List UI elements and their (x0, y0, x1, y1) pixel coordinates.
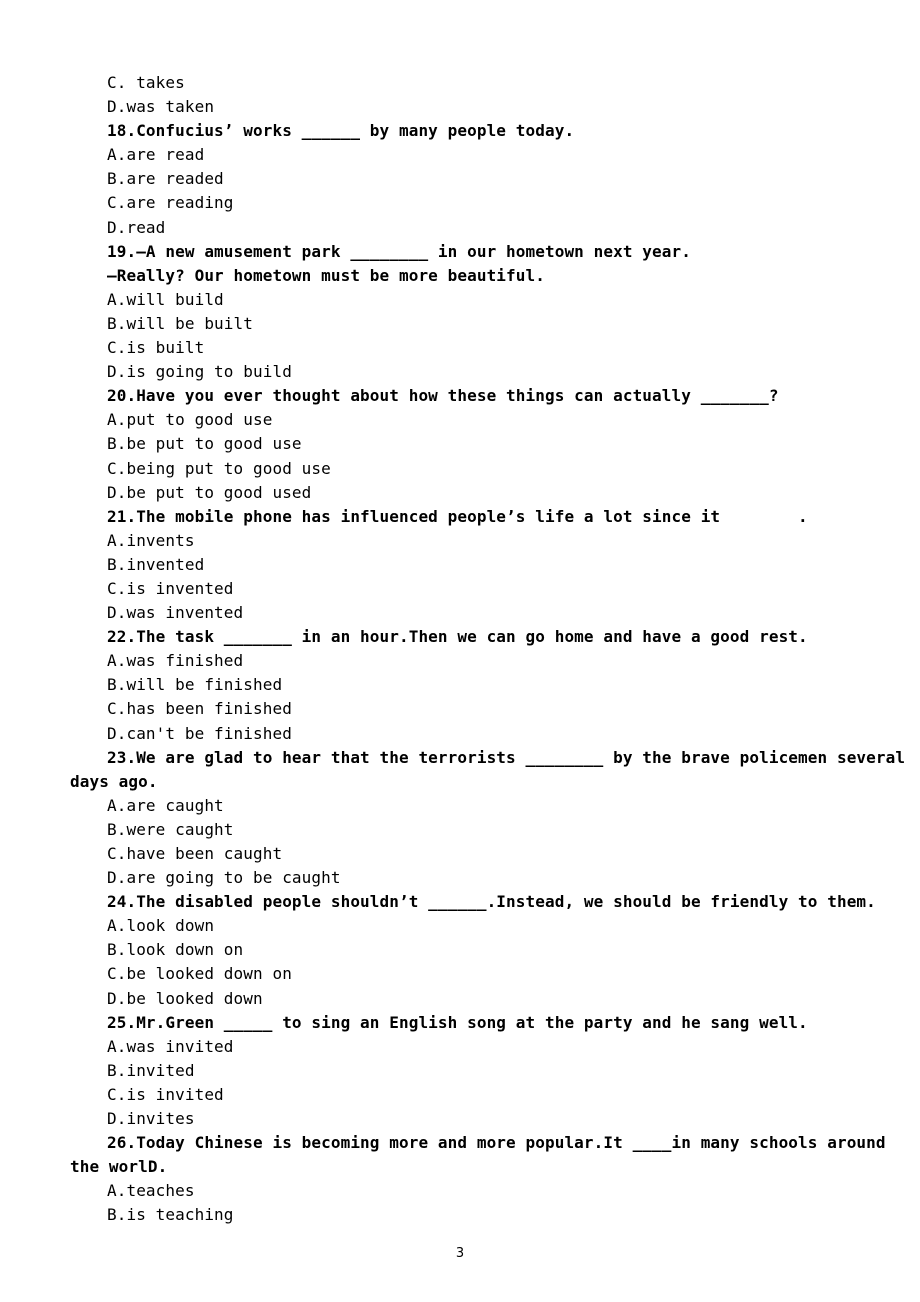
option-line: A.are read (107, 145, 205, 165)
option-line: B.are readed (107, 169, 224, 189)
question-line: 20.Have you ever thought about how these things can actually _______? (107, 386, 779, 406)
option-line: D.is going to build (107, 362, 292, 382)
option-line: C. takes (107, 73, 185, 92)
option-line: A.put to good use (107, 410, 273, 430)
option-line: D.invites (107, 1109, 195, 1129)
question-line: —Really? Our hometown must be more beautiful. (107, 265, 545, 285)
question-line: 24.The disabled people shouldn’t ______.Instead, we should be friendly to them. (107, 892, 876, 912)
option-line: B.will be finished (107, 675, 283, 695)
option-line: C.have been caught (107, 844, 283, 863)
option-line: C.be looked down on (107, 964, 292, 984)
option-line: D.be looked down (107, 988, 263, 1008)
option-line: C.is invited (107, 1084, 224, 1104)
option-line: D.was invented (107, 603, 244, 623)
option-line: C.is invented (107, 578, 234, 598)
question-list (0, 71, 920, 1228)
question-line: 19.—A new amusement park ________ in our hometown next year. (107, 241, 691, 261)
question-line: 21.The mobile phone has influenced people’s life a lot since it . (107, 506, 808, 526)
option-line: D.was taken (107, 97, 215, 117)
option-line: B.is teaching (107, 1205, 234, 1225)
option-line: A.invents (107, 530, 195, 550)
option-line: A.was invited (107, 1036, 234, 1056)
option-line: B.invented (107, 554, 205, 574)
question-continuation-line: the worlD. (70, 1157, 168, 1177)
option-line: B.invited (107, 1060, 195, 1080)
option-line: C.has been finished (107, 699, 292, 719)
question-line: 23.We are glad to hear that the terrorists ________ by the brave policemen several (107, 747, 906, 767)
question-line: 18.Confucius’ works ______ by many people today. (107, 121, 575, 141)
question-line: 25.Mr.Green _____ to sing an English song at the party and he sang well. (107, 1012, 808, 1032)
option-line: C.being put to good use (107, 458, 331, 478)
option-line: B.be put to good use (107, 434, 302, 454)
option-line: D.be put to good used (107, 482, 312, 502)
option-line: B.were caught (107, 819, 234, 839)
option-line: A.teaches (107, 1181, 195, 1201)
option-line: C.is built (107, 338, 205, 358)
option-line: A.was finished (107, 651, 244, 671)
option-line: D.can't be finished (107, 723, 292, 743)
question-line: 22.The task _______ in an hour.Then we can go home and have a good rest. (107, 627, 808, 647)
option-line: A.are caught (107, 795, 224, 815)
option-line: B.will be built (107, 313, 253, 333)
option-line: B.look down on (107, 940, 244, 960)
option-line: A.look down (107, 916, 215, 936)
question-continuation-line: days ago. (70, 771, 158, 791)
option-line: D.are going to be caught (107, 868, 341, 888)
page-number: 3 (455, 1246, 465, 1261)
option-line: A.will build (107, 289, 224, 309)
question-line: 26.Today Chinese is becoming more and more popular.It ____in many schools around (107, 1133, 886, 1153)
option-line: C.are reading (107, 193, 234, 213)
option-line: D.read (107, 217, 166, 237)
